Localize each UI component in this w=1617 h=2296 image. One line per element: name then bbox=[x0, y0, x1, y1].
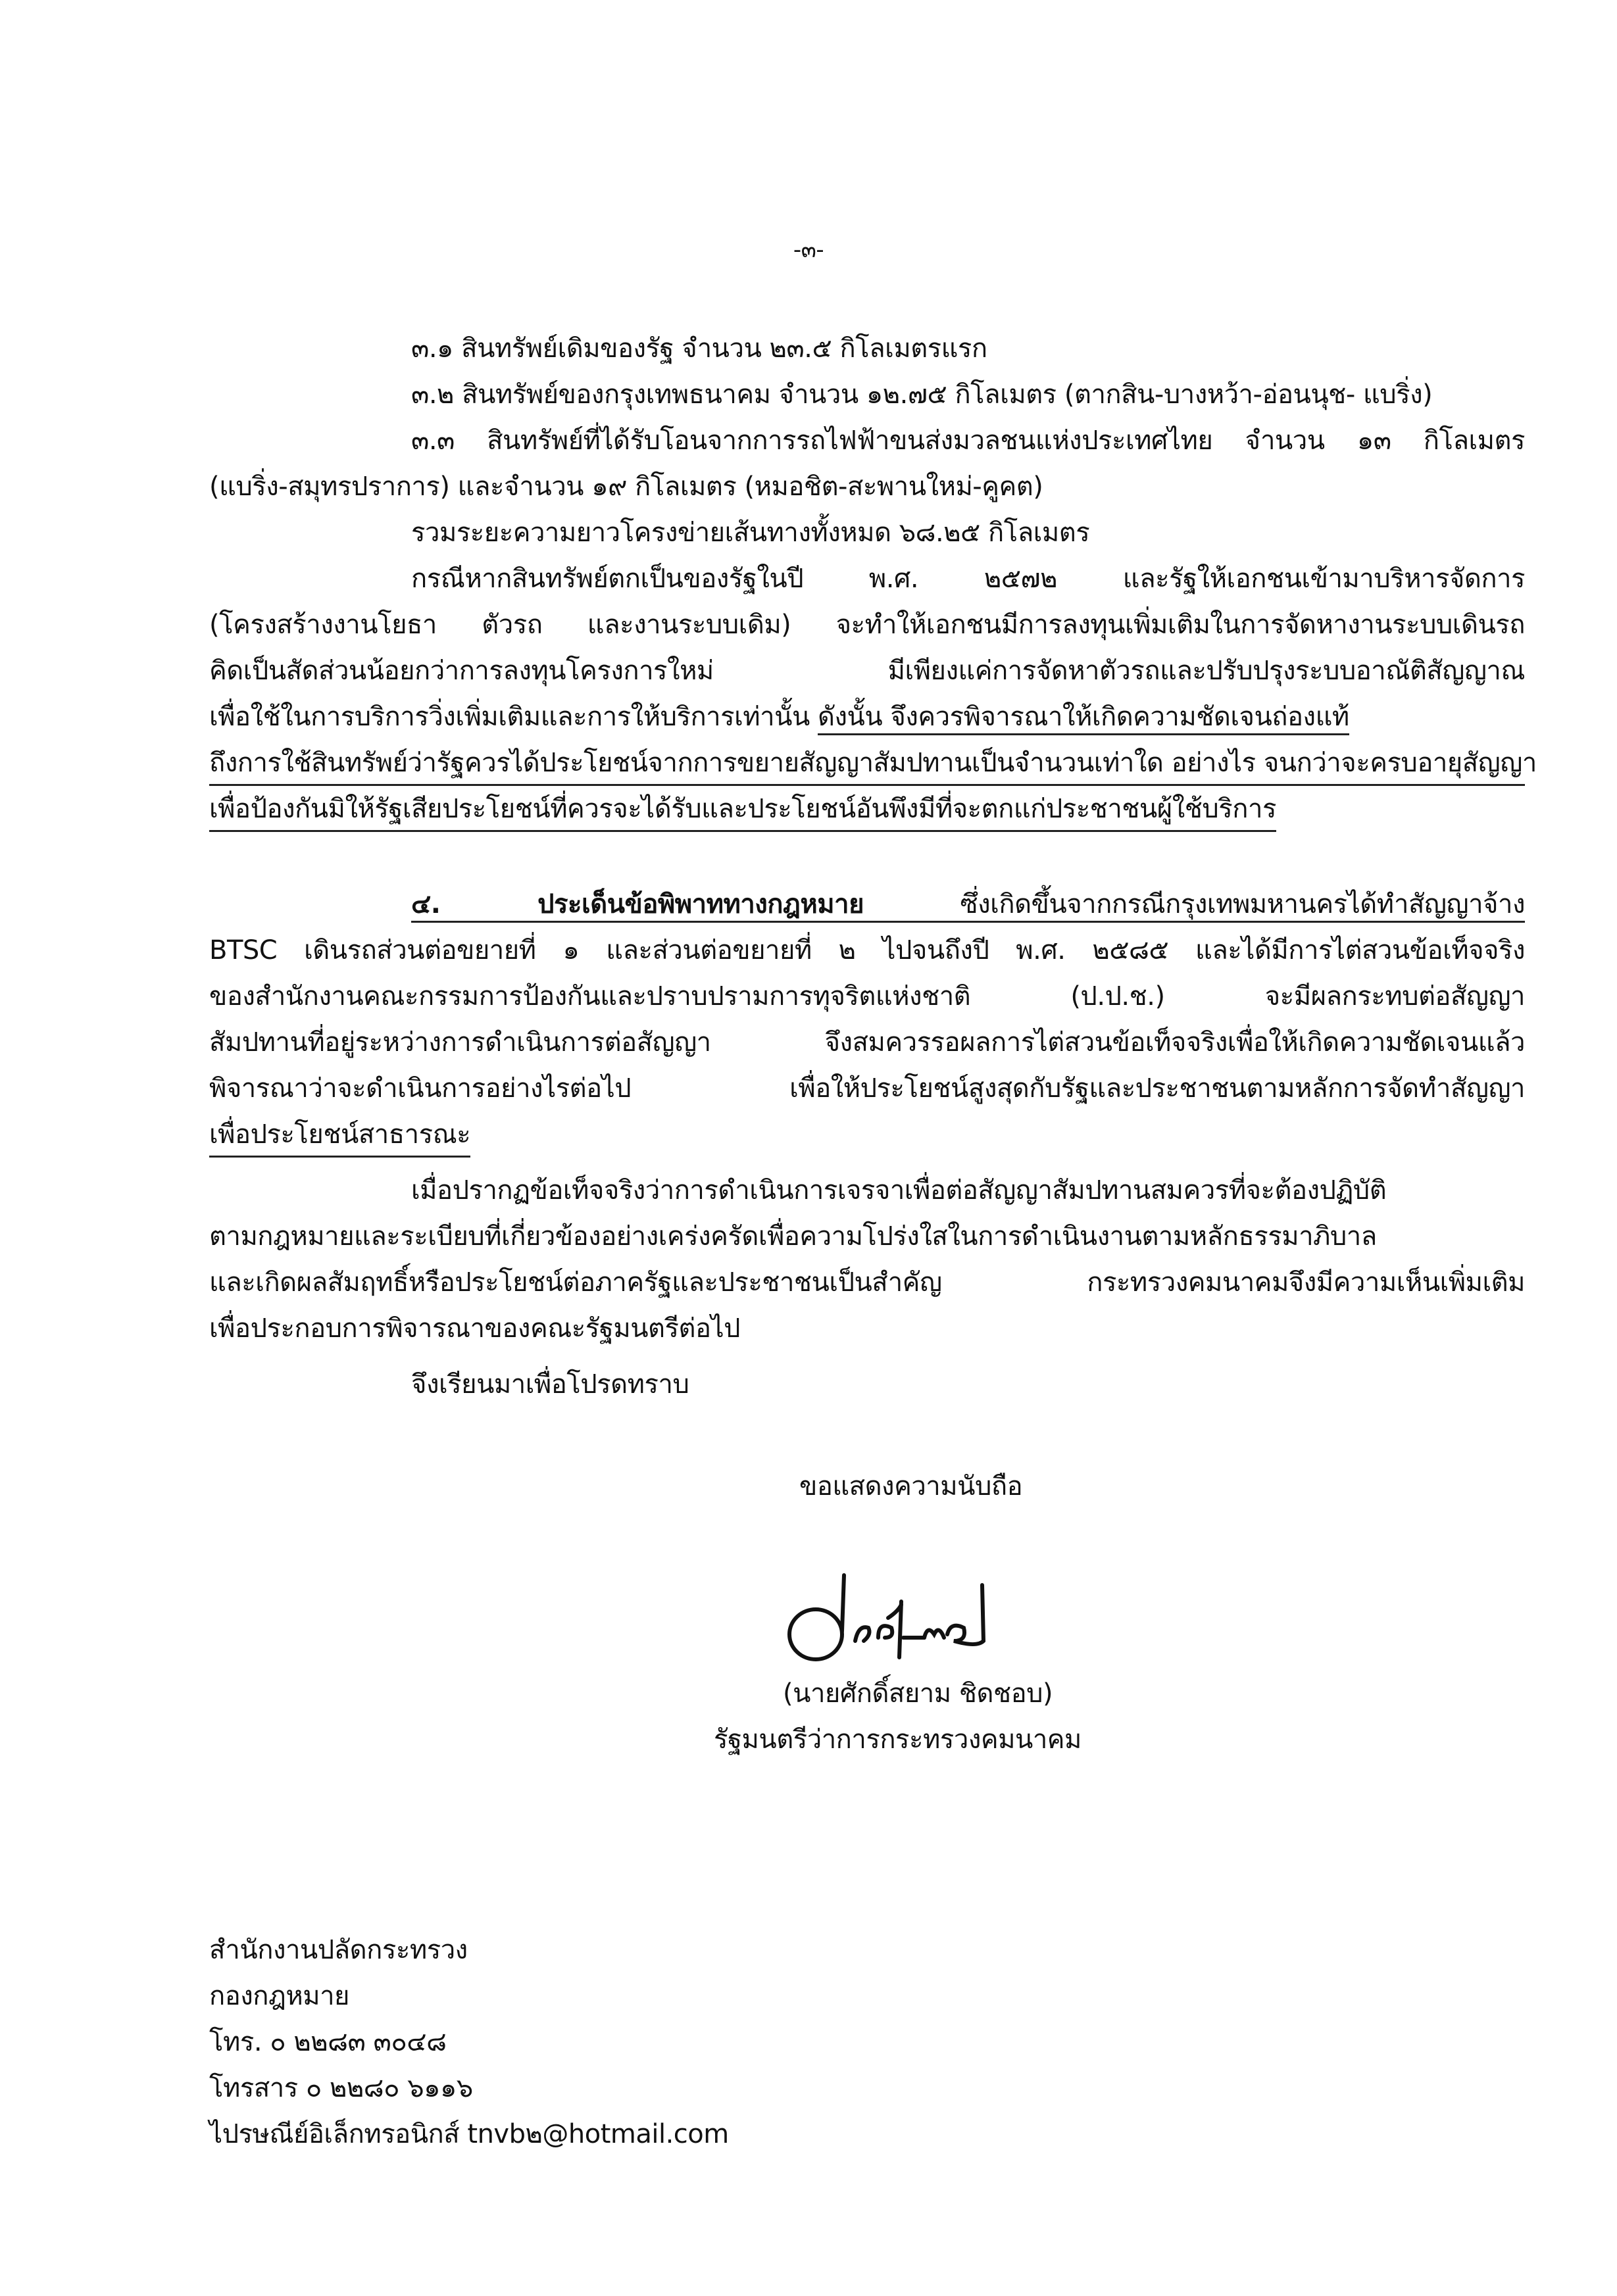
paragraph-line-4-underlined: ดังนั้น จึงควรพิจารณาให้เกิดความชัดเจนถ่องแท้ bbox=[818, 702, 1349, 735]
paragraph-line-6: เพื่อป้องกันมิให้รัฐเสียประโยชน์ที่ควรจะได้รับและประโยชน์อันพึงมีที่จะตกแก่ประชาชนผู้ใช้บริการ bbox=[209, 789, 1276, 832]
signer-title: รัฐมนตรีว่าการกระทรวงคมนาคม bbox=[714, 1724, 1082, 1755]
conclusion-line-2: ตามกฎหมายและระเบียบที่เกี่ยวข้องอย่างเคร่งครัดเพื่อความโปร่งใสในการดำเนินงานตามหลักธรรมาภิบาล bbox=[209, 1221, 1377, 1252]
item-3-1: ๓.๑ สินทรัพย์เดิมของรัฐ จำนวน ๒๓.๕ กิโลเมตรแรก bbox=[411, 333, 987, 364]
section-4-heading-rest: ซึ่งเกิดขึ้นจากกรณีกรุงเทพมหานครได้ทำสัญญาจ้าง bbox=[864, 889, 1525, 923]
signature-icon bbox=[786, 1572, 1003, 1671]
signer-name: (นายศักดิ์สยาม ชิดชอบ) bbox=[783, 1678, 1053, 1709]
item-3-2: ๓.๒ สินทรัพย์ของกรุงเทพธนาคม จำนวน ๑๒.๗๕ กิโลเมตร (ตากสิน-บางหว้า-อ่อนนุช- แบริ่ง) bbox=[411, 379, 1433, 410]
footer-phone: โทร. ๐ ๒๒๘๓ ๓๐๔๘ bbox=[209, 2027, 447, 2057]
page-number: -๓- bbox=[793, 237, 824, 263]
regards-line: ขอแสดงความนับถือ bbox=[799, 1471, 1023, 1502]
paragraph-line-2: (โครงสร้างงานโยธา ตัวรถ และงานระบบเดิม) จะทำให้เอกชนมีการลงทุนเพิ่มเติมในการจัดหางานระบบเดินรถ bbox=[209, 610, 1525, 640]
section-4-line-5: พิจารณาว่าจะดำเนินการอย่างไรต่อไป เพื่อให้ประโยชน์สูงสุดกับรัฐและประชาชนตามหลักการจัดทำสัญญา bbox=[209, 1073, 1525, 1104]
footer-division: กองกฎหมาย bbox=[209, 1981, 349, 2011]
footer-fax: โทรสาร ๐ ๒๒๘๐ ๖๑๑๖ bbox=[209, 2073, 473, 2103]
total-length: รวมระยะความยาวโครงข่ายเส้นทางทั้งหมด ๖๘.๒๕ กิโลเมตร bbox=[411, 518, 1090, 548]
footer-office: สำนักงานปลัดกระทรวง bbox=[209, 1935, 468, 1965]
section-4-line-2: BTSC เดินรถส่วนต่อขยายที่ ๑ และส่วนต่อขยายที่ ๒ ไปจนถึงปี พ.ศ. ๒๕๘๕ และได้มีการไต่สวนข้อเท็จจริง bbox=[209, 935, 1525, 965]
paragraph-line-4-plain: เพื่อใช้ในการบริการวิ่งเพิ่มเติมและการให้บริการเท่านั้น bbox=[209, 702, 818, 732]
paragraph-line-3: คิดเป็นสัดส่วนน้อยกว่าการลงทุนโครงการใหม่ มีเพียงแค่การจัดหาตัวรถและปรับปรุงระบบอาณัติสัญญาณ bbox=[209, 656, 1525, 686]
section-4-line-6: เพื่อประโยชน์สาธารณะ bbox=[209, 1115, 470, 1158]
conclusion-line-1: เมื่อปรากฏข้อเท็จจริงว่าการดำเนินการเจรจาเพื่อต่อสัญญาสัมปทานสมควรที่จะต้องปฏิบัติ bbox=[411, 1175, 1387, 1206]
paragraph-line-5: ถึงการใช้สินทรัพย์ว่ารัฐควรได้ประโยชน์จากการขยายสัญญาสัมปทานเป็นจำนวนเท่าใด อย่างไร จนกว่าจะครบอายุสัญญา bbox=[209, 743, 1525, 786]
footer-email: ไปรษณีย์อิเล็กทรอนิกส์ tnvb๒@hotmail.com bbox=[209, 2119, 729, 2149]
item-3-3: ๓.๓ สินทรัพย์ที่ได้รับโอนจากการรถไฟฟ้าขนส่งมวลชนแห่งประเทศไทย จำนวน ๑๓ กิโลเมตร bbox=[411, 426, 1525, 456]
conclusion-line-3: และเกิดผลสัมฤทธิ์หรือประโยชน์ต่อภาครัฐและประชาชนเป็นสำคัญ กระทรวงคมนาคมจึงมีความเห็นเพิ่มเติม bbox=[209, 1267, 1525, 1298]
section-4-line-1 bbox=[411, 885, 1525, 924]
section-4-line-3: ของสำนักงานคณะกรรมการป้องกันและปราบปรามการทุจริตแห่งชาติ (ป.ป.ช.) จะมีผลกระทบต่อสัญญา bbox=[209, 981, 1525, 1012]
item-3-3-cont: (แบริ่ง-สมุทรปราการ) และจำนวน ๑๙ กิโลเมตร (หมอชิต-สะพานใหม่-คูคต) bbox=[209, 472, 1043, 502]
section-4-line-4: สัมปทานที่อยู่ระหว่างการดำเนินการต่อสัญญา จึงสมควรรอผลการไต่สวนข้อเท็จจริงเพื่อให้เกิดความชัดเจนแล้ว bbox=[209, 1027, 1525, 1058]
section-4-heading: ๔. ประเด็นข้อพิพาททางกฎหมาย bbox=[411, 889, 864, 923]
inform-line: จึงเรียนมาเพื่อโปรดทราบ bbox=[411, 1369, 689, 1400]
paragraph-line-1: กรณีหากสินทรัพย์ตกเป็นของรัฐในปี พ.ศ. ๒๕๗๒ และรัฐให้เอกชนเข้ามาบริหารจัดการ bbox=[411, 564, 1525, 594]
conclusion-line-4: เพื่อประกอบการพิจารณาของคณะรัฐมนตรีต่อไป bbox=[209, 1313, 741, 1344]
paragraph-line-4 bbox=[209, 697, 1349, 737]
